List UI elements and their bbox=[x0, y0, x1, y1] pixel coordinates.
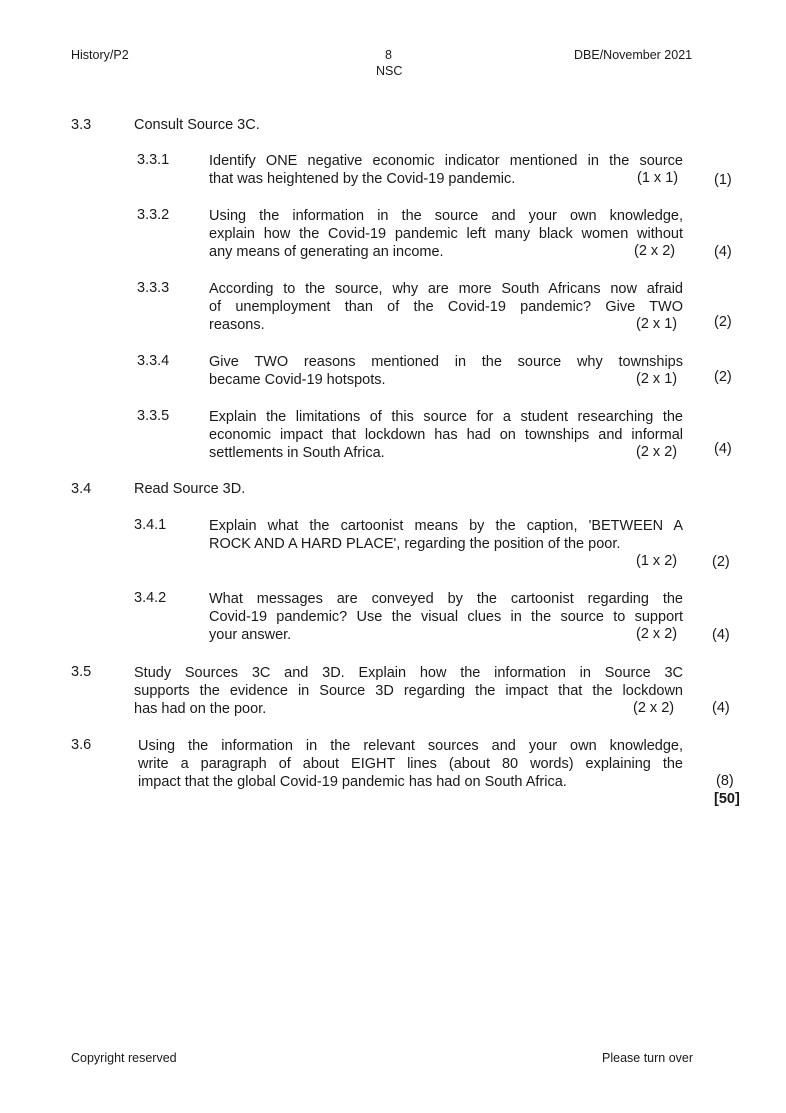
question-text: What messages are conveyed by the cartoonist regarding the Covid-19 pandemic? Use the visual clues in the source to support your answer. bbox=[209, 591, 683, 644]
question-marks: (1) bbox=[714, 172, 732, 188]
question-text: Using the information in the relevant sources and your own knowledge, write a paragraph of about EIGHT lines (about 80 words) explaining the impact that the global Covid-19 pandemic has had on South Africa. bbox=[138, 738, 683, 791]
mark-allocation: (2 x 2) bbox=[636, 444, 678, 460]
question-text: Give TWO reasons mentioned in the source why townships became Covid-19 hotspots. bbox=[209, 354, 683, 389]
question-marks: (4) bbox=[714, 441, 732, 457]
mark-allocation: (2 x 2) bbox=[636, 626, 678, 642]
question-title: Consult Source 3C. bbox=[134, 117, 260, 133]
mark-allocation: (2 x 1) bbox=[636, 316, 678, 332]
section-total: [50] bbox=[714, 791, 740, 807]
question-marks: (2) bbox=[714, 369, 732, 385]
page-number: 8 bbox=[385, 48, 392, 62]
question-number: 3.3 bbox=[71, 117, 92, 133]
mark-allocation: (1 x 1) bbox=[637, 170, 679, 186]
header-subject: History/P2 bbox=[71, 48, 129, 62]
question-text: Explain the limitations of this source for a student researching the economic impact that lockdown has had on townships and informal settlements in South Africa. bbox=[209, 409, 683, 462]
question-number: 3.4 bbox=[71, 481, 92, 497]
subquestion-number: 3.3.1 bbox=[137, 152, 170, 168]
subquestion-number: 3.3.2 bbox=[137, 207, 170, 223]
subquestion-number: 3.3.3 bbox=[137, 280, 170, 296]
header-date: DBE/November 2021 bbox=[574, 48, 693, 62]
question-text: Using the information in the source and your own knowledge, explain how the Covid-19 pandemic left many black women without any means of generating an income. bbox=[209, 208, 683, 261]
question-text: According to the source, why are more South Africans now afraid of unemployment than of the Covid-19 pandemic? Give TWO reasons. bbox=[209, 281, 683, 334]
question-title: Read Source 3D. bbox=[134, 481, 246, 497]
question-text: Study Sources 3C and 3D. Explain how the information in Source 3C supports the evidence in Source 3D regarding the impact that the lockdown has had on the poor. bbox=[134, 665, 683, 718]
footer-copyright: Copyright reserved bbox=[71, 1051, 177, 1065]
question-marks: (2) bbox=[712, 554, 730, 570]
question-marks: (4) bbox=[712, 627, 730, 643]
question-marks: (8) bbox=[716, 773, 734, 789]
question-text: Explain what the cartoonist means by the caption, 'BETWEEN A ROCK AND A HARD PLACE', regarding the position of the poor. bbox=[209, 518, 683, 553]
mark-allocation: (2 x 2) bbox=[633, 700, 675, 716]
question-marks: (2) bbox=[714, 314, 732, 330]
question-number: 3.5 bbox=[71, 664, 92, 680]
mark-allocation: (1 x 2) bbox=[636, 553, 678, 569]
subquestion-number: 3.4.2 bbox=[134, 590, 167, 606]
question-number: 3.6 bbox=[71, 737, 92, 753]
subquestion-number: 3.4.1 bbox=[134, 517, 167, 533]
subquestion-number: 3.3.5 bbox=[137, 408, 170, 424]
mark-allocation: (2 x 2) bbox=[634, 243, 676, 259]
header-nsc: NSC bbox=[376, 64, 403, 78]
question-marks: (4) bbox=[714, 244, 732, 260]
subquestion-number: 3.3.4 bbox=[137, 353, 170, 369]
question-text: Identify ONE negative economic indicator mentioned in the source that was heightened by the Covid-19 pandemic. bbox=[209, 153, 683, 188]
question-marks: (4) bbox=[712, 700, 730, 716]
mark-allocation: (2 x 1) bbox=[636, 371, 678, 387]
footer-turn-over: Please turn over bbox=[602, 1051, 694, 1065]
